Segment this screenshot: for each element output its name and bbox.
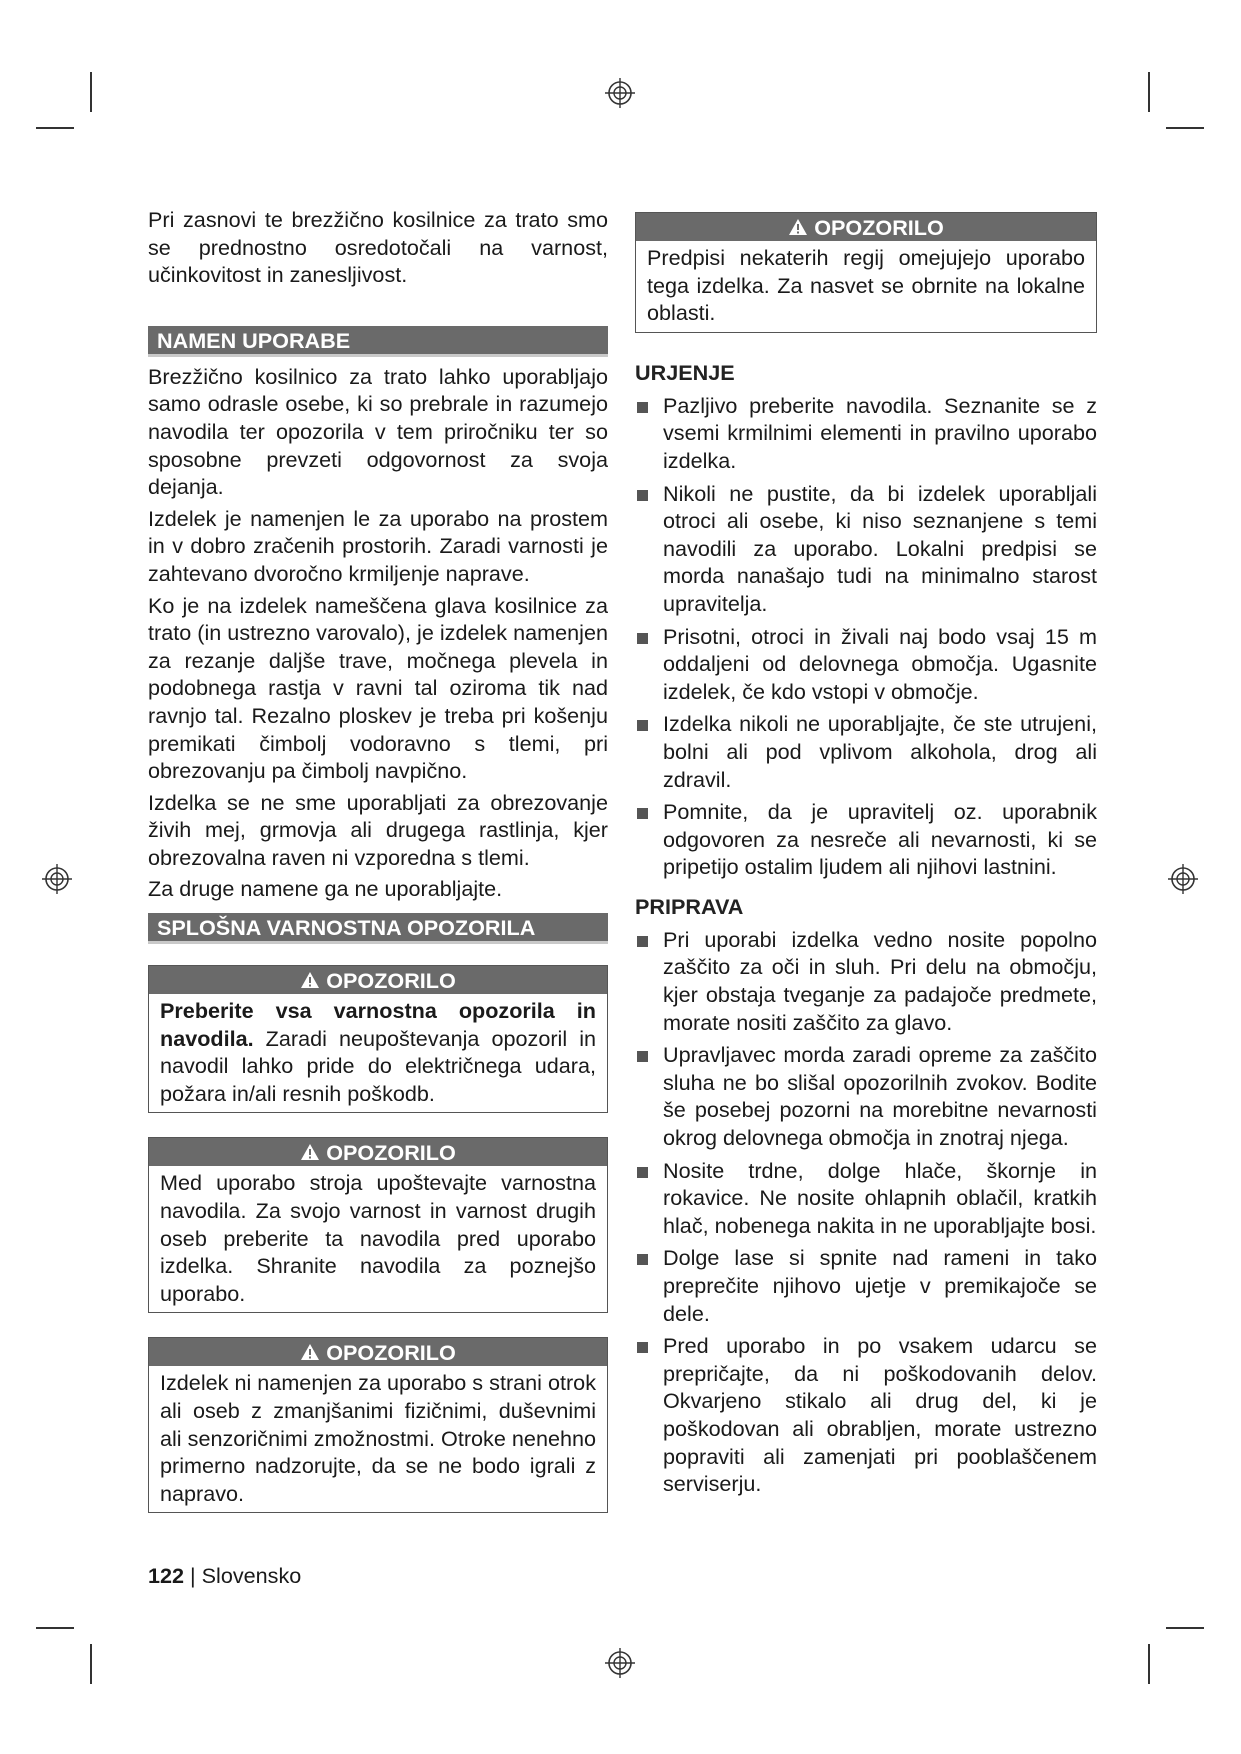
bullet-square-icon	[637, 490, 648, 501]
warning-title-text: OPOZORILO	[326, 967, 456, 993]
body-paragraph: Brezžično kosilnico za trato lahko uporabljajo samo odrasle osebe, ki so prebrale in razumejo navodila ter opozorila v tem priročniku ter so sposobne prevzeti odgovornost za svoja dejanja.	[148, 363, 608, 500]
warning-box	[148, 965, 608, 1113]
list-item: Nosite trdne, dolge hlače, škornje in rokavice. Ne nosite ohlapnih oblačil, kratkih hlač, nobenega nakita in ne uporabljajte bosi.	[635, 1157, 1097, 1240]
crop-mark	[90, 72, 92, 112]
warning-title	[149, 1138, 607, 1166]
registration-mark-icon	[605, 1648, 635, 1678]
body-paragraph: Za druge namene ga ne uporabljajte.	[148, 876, 503, 902]
list-item: Upravljavec morda zaradi opreme za zaščito sluha ne bo slišal opozorilnih zvokov. Bodite še posebej pozorni na morebitne nevarnosti okrog delovnega območja in znotraj njega.	[635, 1041, 1097, 1151]
left-column	[148, 206, 608, 1513]
list-item: Pri uporabi izdelka vedno nosite popolno zaščito za oči in sluh. Pri delu na območju, kjer obstaja tveganje za padajoče predmete, morate nositi zaščito za glavo.	[635, 926, 1097, 1036]
intro-paragraph: Pri zasnovi te brezžično kosilnice za trato smo se prednostno osredotočali na varnost, učinkovitost in zanesljivost.	[148, 207, 608, 288]
bullet-square-icon	[637, 633, 648, 644]
bullet-square-icon	[637, 1254, 648, 1265]
warning-body	[636, 241, 1096, 332]
bullet-square-icon	[637, 1167, 648, 1178]
registration-mark-icon	[42, 864, 72, 894]
warning-text	[160, 997, 596, 1107]
crop-mark	[1166, 1627, 1204, 1629]
warning-triangle-icon	[300, 1143, 320, 1161]
warning-box	[148, 1137, 608, 1313]
list-item: Prisotni, otroci in živali naj bodo vsaj 15 m oddaljeni od delovnega območja. Ugasnite izdelek, če kdo vstopi v območje.	[635, 623, 1097, 706]
crop-mark	[36, 127, 74, 129]
warning-title-text: OPOZORILO	[326, 1339, 456, 1365]
bullet-square-icon	[637, 1051, 648, 1062]
section-heading-urjenje: URJENJE	[635, 359, 735, 385]
warning-title	[149, 1338, 607, 1366]
body-paragraph: Izdelka se ne sme uporabljati za obrezovanje živih mej, grmovja ali drugega rastlinja, kjer obrezovalna raven ni vzporedna s tlemi.	[148, 789, 608, 870]
section-heading-namen-uporabe: NAMEN UPORABE	[148, 326, 608, 357]
warning-body	[149, 1166, 607, 1312]
warning-bold-text: Preberite vsa varnostna opozorila in navodila.	[160, 998, 596, 1051]
list-item: Izdelka nikoli ne uporabljajte, če ste utrujeni, bolni ali pod vplivom alkohola, drog ali zdravil.	[635, 710, 1097, 793]
crop-mark	[1148, 1644, 1150, 1684]
body-paragraph: Izdelek je namenjen le za uporabo na prostem in v dobro zračenih prostorih. Zaradi varnosti je zahtevano dvoročno krmiljenje naprave.	[148, 505, 608, 586]
crop-mark	[90, 1644, 92, 1684]
warning-body	[149, 994, 607, 1112]
section-heading-splosna-varnostna-opozorila: SPLOŠNA VARNOSTNA OPOZORILA	[148, 913, 608, 944]
warning-title	[636, 213, 1096, 241]
warning-box	[148, 1337, 608, 1513]
warning-text: Predpisi nekaterih regij omejujejo uporabo tega izdelka. Za nasvet se obrnite na lokalne oblasti.	[647, 245, 1085, 326]
page-number: 122	[148, 1563, 185, 1588]
list-item: Nikoli ne pustite, da bi izdelek uporabljali otroci ali osebe, ki niso seznanjene s temi navodili za uporabo. Lokalni predpisi se morda nanašajo tudi na minimalno starost upravitelja.	[635, 480, 1097, 618]
list-item: Pred uporabo in po vsakem udarcu se prepričajte, da ni poškodovanih delov. Okvarjeno stikalo ali drug del, ki je poškodovan ali obrabljen, morate ustrezno popraviti ali zamenjati pri pooblaščenem serviserju.	[635, 1332, 1097, 1498]
bullet-square-icon	[637, 402, 648, 413]
urjenje-list	[635, 392, 1097, 881]
bullet-square-icon	[637, 720, 648, 731]
footer-separator: |	[190, 1563, 196, 1588]
warning-text: Med uporabo stroja upoštevajte varnostna navodila. Za svojo varnost in varnost drugih oseb preberite ta navodila pred uporabo izdelka. Shranite navodila za poznejšo uporabo.	[160, 1170, 596, 1306]
warning-title	[149, 966, 607, 994]
bullet-square-icon	[637, 1342, 648, 1353]
warning-triangle-icon	[300, 971, 320, 989]
warning-text: Izdelek ni namenjen za uporabo s strani otrok ali oseb z zmanjšanimi fizičnimi, duševnimi ali senzoričnimi zmožnostmi. Otroke nenehno primerno nadzorujte, da se ne bodo igrali z napravo.	[160, 1370, 596, 1506]
list-item: Dolge lase si spnite nad rameni in tako preprečite njihovo ujetje v premikajoče se dele.	[635, 1244, 1097, 1327]
bullet-square-icon	[637, 936, 648, 947]
list-item: Pomnite, da je upravitelj oz. uporabnik odgovoren za nesreče ali nevarnosti, ki se pripetijo ostalim ljudem ali njihovi lastnini.	[635, 798, 1097, 881]
warning-triangle-icon	[788, 218, 808, 236]
warning-box	[635, 212, 1097, 333]
registration-mark-icon	[605, 78, 635, 108]
warning-title-text: OPOZORILO	[326, 1139, 456, 1165]
section-heading-priprava: PRIPRAVA	[635, 893, 744, 919]
bullet-square-icon	[637, 808, 648, 819]
body-paragraph: Ko je na izdelek nameščena glava kosilnice za trato (in ustrezno varovalo), je izdelek namenjen za rezanje daljše trave, močnega plevela in podobnega rastja v ravni tal oziroma tik nad ravnjo tal. Rezalno ploskev je treba pri košenju premikati čimbolj vodoravno s tlemi, pri obrezovanju pa čimbolj navpično.	[148, 592, 608, 784]
crop-mark	[36, 1627, 74, 1629]
crop-mark	[1148, 72, 1150, 112]
list-item: Pazljivo preberite navodila. Seznanite se z vsemi krmilnimi elementi in pravilno uporabo izdelka.	[635, 392, 1097, 475]
registration-mark-icon	[1168, 864, 1198, 894]
warning-title-text: OPOZORILO	[814, 214, 944, 240]
warning-body	[149, 1366, 607, 1512]
priprava-list	[635, 926, 1097, 1498]
right-column	[635, 212, 1097, 1503]
page-footer	[148, 1563, 301, 1589]
warning-triangle-icon	[300, 1343, 320, 1361]
crop-mark	[1166, 127, 1204, 129]
warning-normal-text: Zaradi neupoštevanja opozoril in navodil lahko pride do električnega udara, požara in/ali resnih poškodb.	[160, 1025, 596, 1106]
footer-language: Slovensko	[201, 1563, 302, 1588]
